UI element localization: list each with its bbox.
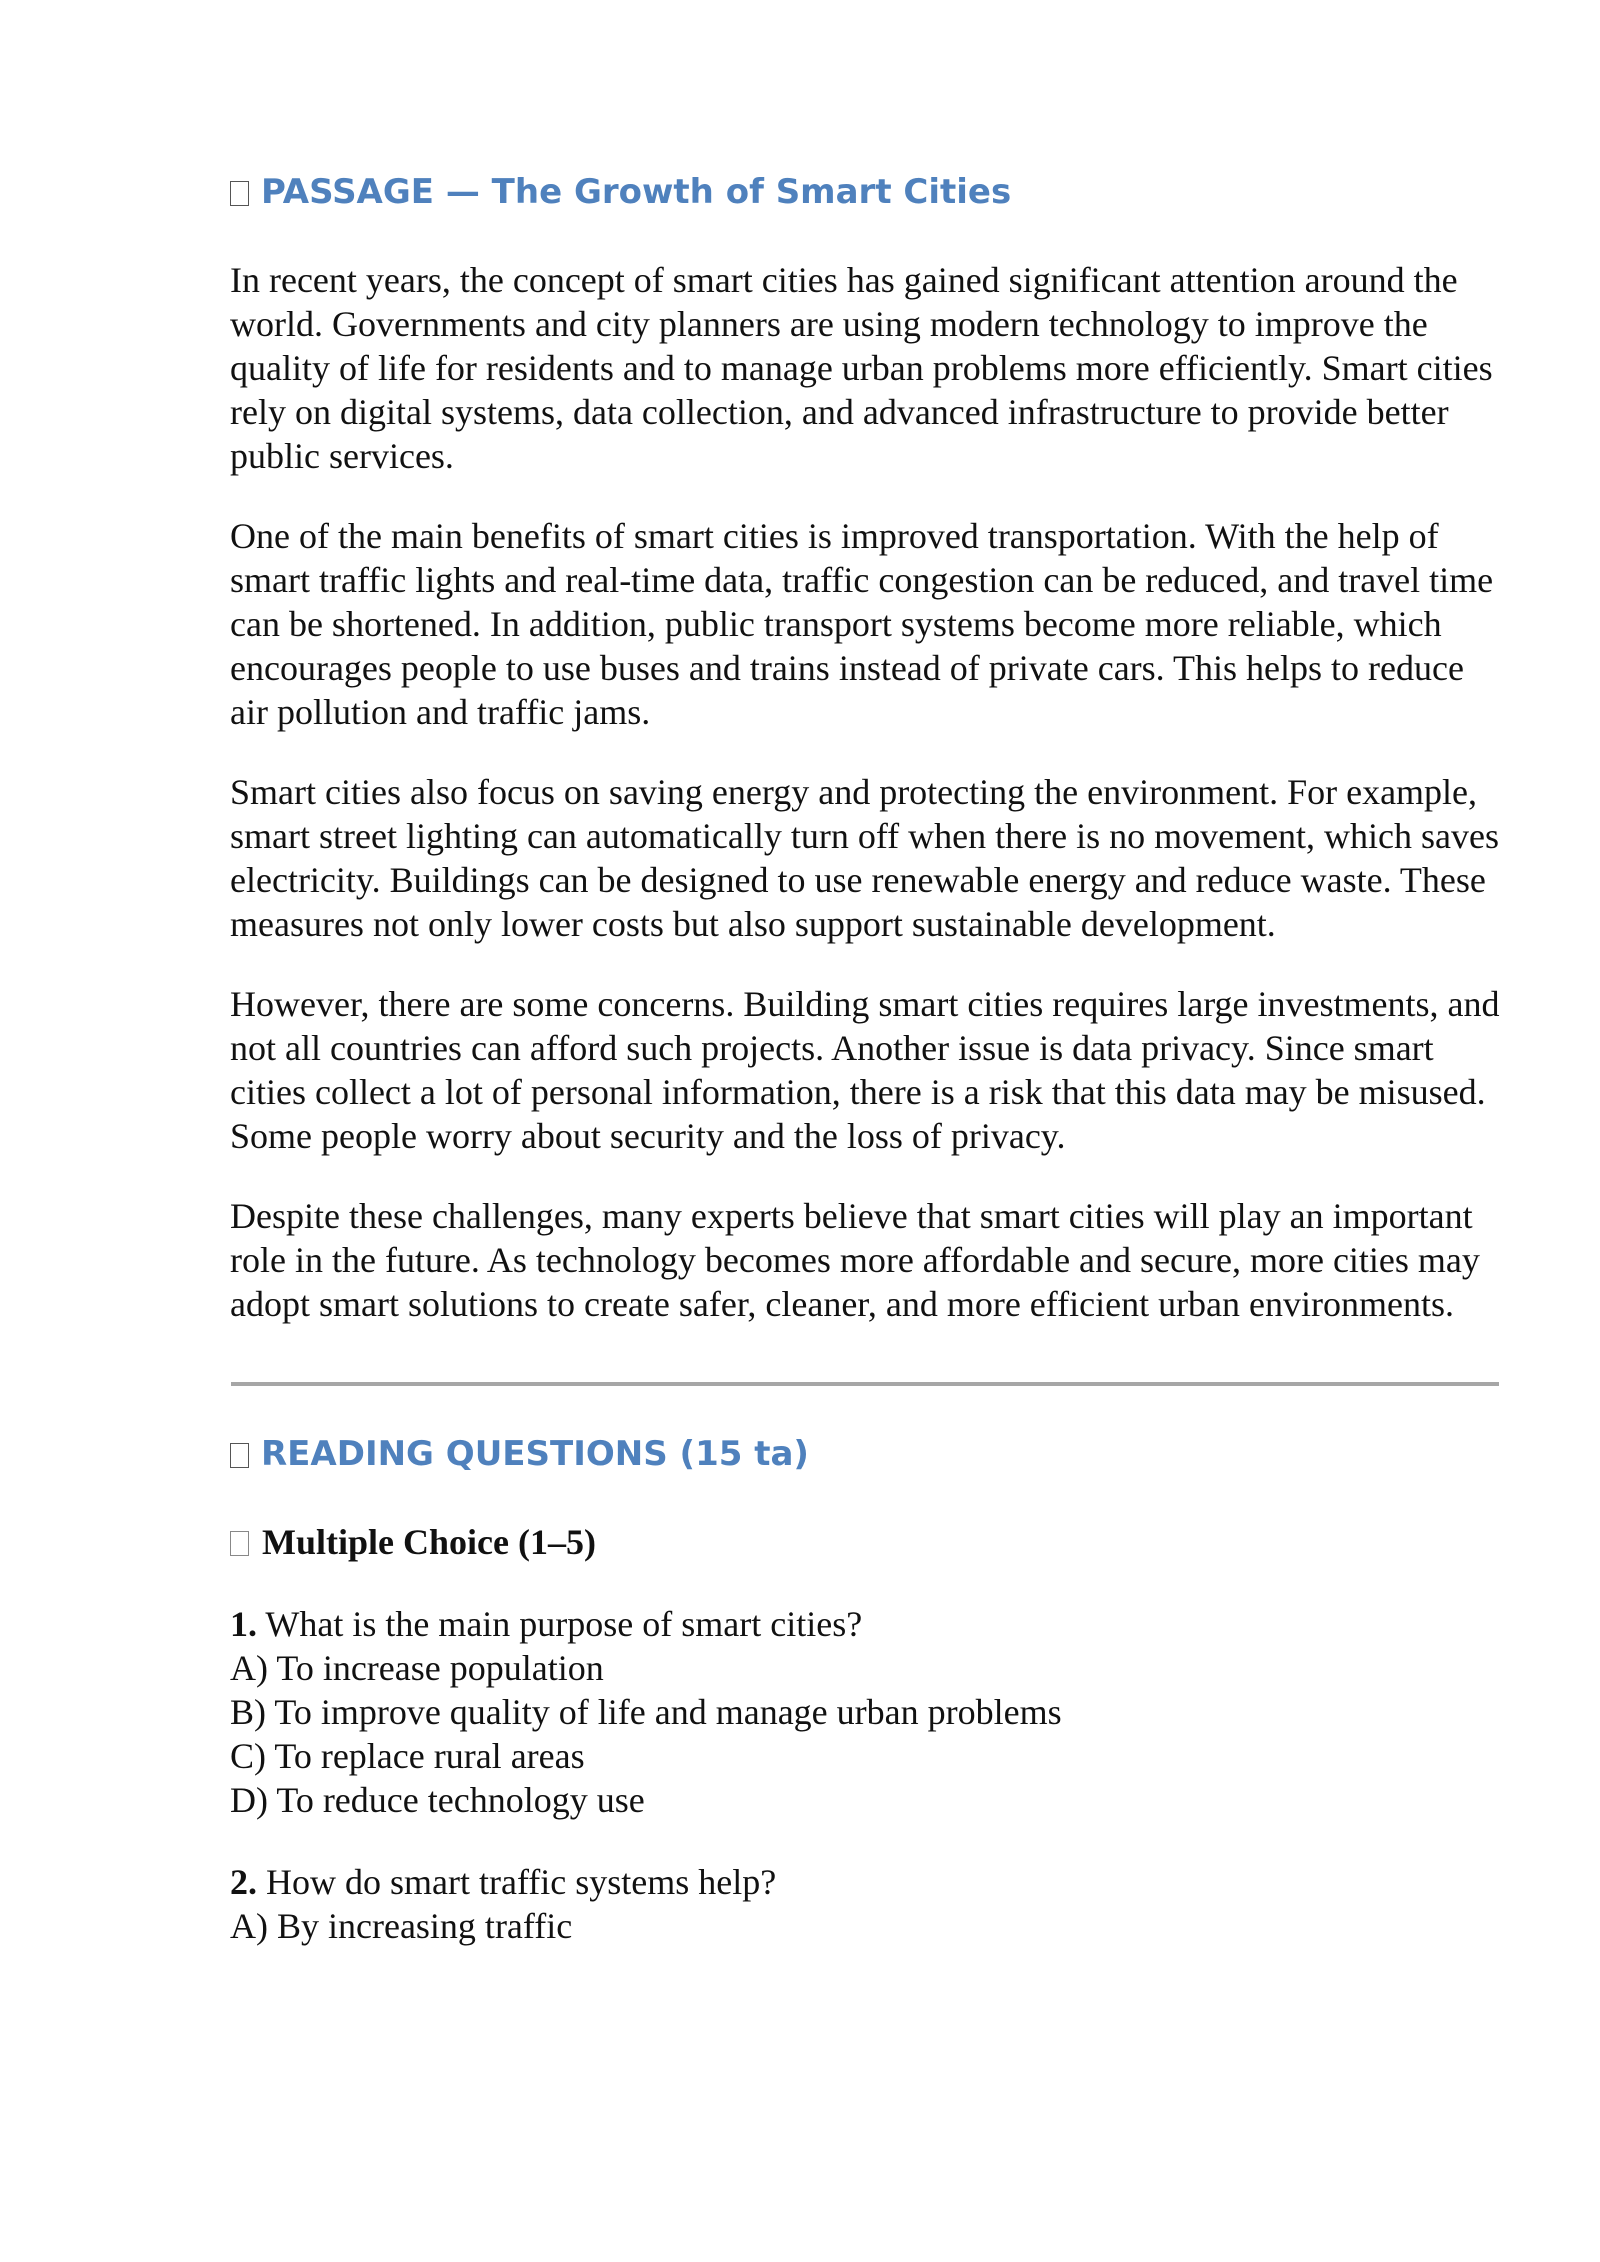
document-page [230, 170, 1500, 1948]
missing-glyph-icon [230, 1443, 249, 1468]
passage-heading [230, 170, 1500, 214]
passage-paragraph: However, there are some concerns. Building smart cities requires large investments, and not all countries can afford such projects. Another issue is data privacy. Since smart cities collect a lot of personal information, there is a risk that this data may be misused. Some people worry about security and the loss of privacy. [230, 984, 1500, 1156]
questions-heading [230, 1432, 1500, 1476]
answer-option: A) To increase population [230, 1648, 604, 1688]
passage-title: PASSAGE — The Growth of Smart Cities [261, 172, 1012, 212]
question-stem [230, 1602, 1500, 1646]
question-number: 1. [230, 1604, 257, 1644]
passage-paragraph: Despite these challenges, many experts believe that smart cities will play an important role in the future. As technology becomes more affordable and secure, more cities may adopt smart solutions to create safer, cleaner, and more efficient urban environments. [230, 1196, 1480, 1324]
missing-glyph-icon [230, 181, 249, 206]
multiple-choice-title: Multiple Choice (1–5) [262, 1522, 596, 1562]
question-item [230, 1602, 1500, 1822]
question-text: What is the main purpose of smart cities? [265, 1604, 863, 1644]
passage-body [230, 258, 1500, 1326]
passage-paragraph: In recent years, the concept of smart cities has gained significant attention around the world. Governments and city planners are using modern technology to improve the quality of life for residents and to manage urban problems more efficiently. Smart cities rely on digital systems, data collection, and advanced infrastructure to provide better public services. [230, 260, 1493, 476]
questions-title: READING QUESTIONS (15 ta) [261, 1434, 809, 1474]
question-number: 2. [230, 1862, 257, 1902]
missing-glyph-icon [230, 1531, 249, 1556]
answer-option: D) To reduce technology use [230, 1780, 645, 1820]
answer-option: C) To replace rural areas [230, 1736, 585, 1776]
passage-paragraph: Smart cities also focus on saving energy and protecting the environment. For example, smart street lighting can automatically turn off when there is no movement, which saves electricity. Buildings can be designed to use renewable energy and reduce waste. These measures not only lower costs but also support sustainable development. [230, 772, 1499, 944]
question-item [230, 1860, 1500, 1948]
answer-option: A) By increasing traffic [230, 1906, 573, 1946]
section-divider [231, 1382, 1499, 1386]
question-stem [230, 1860, 1500, 1904]
passage-paragraph: One of the main benefits of smart cities is improved transportation. With the help of smart traffic lights and real-time data, traffic congestion can be reduced, and travel time can be shortened. In addition, public transport systems become more reliable, which encourages people to use buses and trains instead of private cars. This helps to reduce air pollution and traffic jams. [230, 516, 1494, 732]
question-text: How do smart traffic systems help? [266, 1862, 777, 1902]
multiple-choice-heading [230, 1520, 1500, 1564]
answer-option: B) To improve quality of life and manage urban problems [230, 1692, 1062, 1732]
